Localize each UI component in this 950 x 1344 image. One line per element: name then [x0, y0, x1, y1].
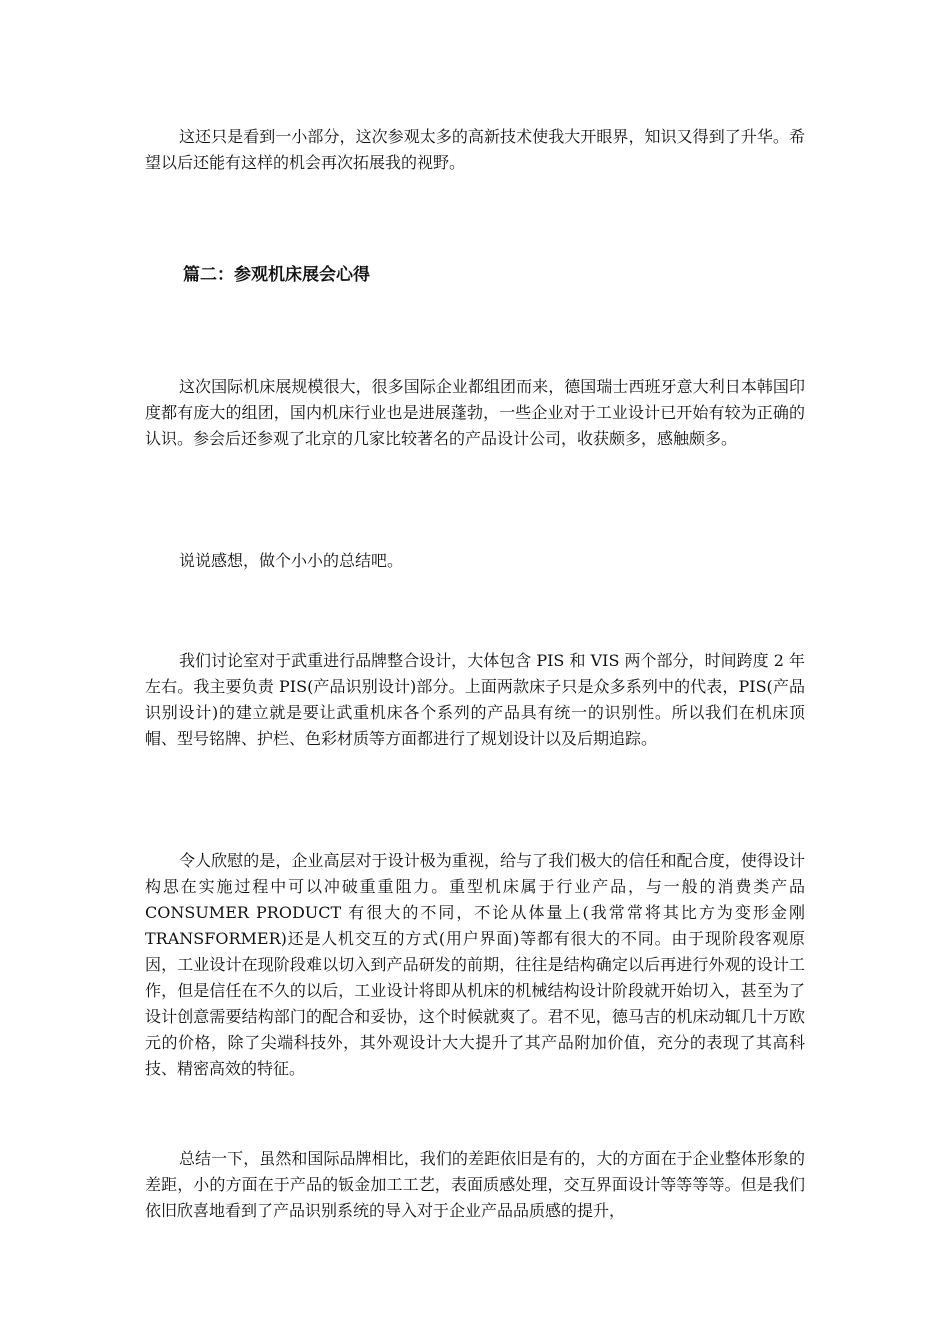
paragraph-brand-design: 我们讨论室对于武重进行品牌整合设计，大体包含 PIS 和 VIS 两个部分，时间跨度 2 年左右。我主要负责 PIS(产品识别设计)部分。上面两款床子只是众多系列中的代表，PIS(产品识别设计)的建立就是要让武重机床各个系列的产品具有统一的识别性。所以我们在机床顶帽、型号铭牌、护栏、色彩材质等方面都进行了规划设计以及后期追踪。	[145, 651, 805, 748]
paragraph-management-support: 令人欣慰的是，企业高层对于设计极为重视，给与了我们极大的信任和配合度，使得设计构思在实施过程中可以冲破重重阻力。重型机床属于行业产品，与一般的消费类产品 CONSUMER PRODUCT 有很大的不同，不论从体量上(我常常将其比方为变形金刚 TRANSFORMER)还是人机交互的方式(用户界面)等都有很大的不同。由于现阶段客观原因，工业设计在现阶段难以切入到产品研发的前期，往往是结构确定以后再进行外观的设计工作，但是信任在不久的以后，工业设计将即从机床的机械结构设计阶段就开始切入，甚至为了设计创意需要结构部门的配合和妥协，这个时候就爽了。君不见，德马吉的机床动辄几十万欧元的价格，除了尖端科技外，其外观设计大大提升了其产品附加价值，充分的表现了其高科技、精密高效的特征。	[145, 851, 805, 1078]
paragraph-summary-intro: 说说感想，做个小小的总结吧。	[179, 551, 404, 570]
section-heading: 篇二：参观机床展会心得	[183, 265, 370, 285]
paragraph-intro-conclusion: 这还只是看到一小部分，这次参观太多的高新技术使我大开眼界，知识又得到了升华。希望以后还能有这样的机会再次拓展我的视野。	[145, 127, 805, 172]
paragraph-final-summary: 总结一下，虽然和国际品牌相比，我们的差距依旧是有的，大的方面在于企业整体形象的差距，小的方面在于产品的钣金加工工艺，表面质感处理，交互界面设计等等等等。但是我们依旧欣喜地看到了产品识别系统的导入对于企业产品品质感的提升，	[145, 1149, 805, 1220]
paragraph-exhibition-overview: 这次国际机床展规模很大，很多国际企业都组团而来，德国瑞士西班牙意大利日本韩国印度都有庞大的组团，国内机床行业也是进展蓬勃，一些企业对于工业设计已开始有较为正确的认识。参会后还参观了北京的几家比较著名的产品设计公司，收获颇多，感触颇多。	[145, 377, 805, 448]
